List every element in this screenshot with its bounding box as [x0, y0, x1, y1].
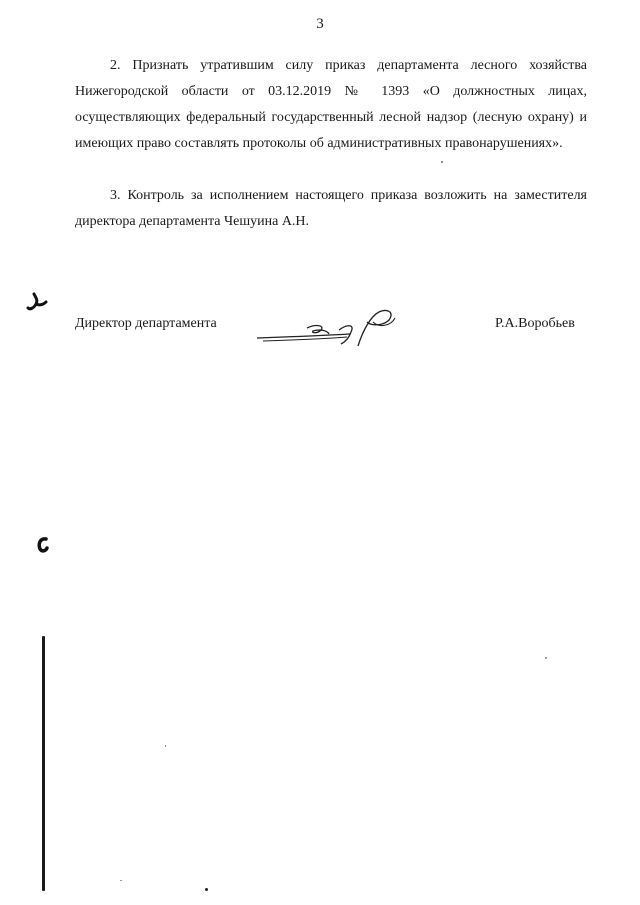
handwritten-signature	[255, 300, 405, 350]
paragraph-2	[75, 53, 587, 157]
scan-dot	[441, 161, 443, 163]
page-number: 3	[316, 16, 324, 32]
signatory-name: Р.А.Воробьев	[495, 316, 575, 331]
signatory-title: Директор департамента	[75, 316, 217, 331]
scan-mark-top	[26, 292, 48, 314]
scan-edge-line	[42, 636, 45, 891]
scan-mark-middle	[36, 536, 50, 554]
paragraph-2-text: 2. Признать утратившим силу приказ департамента лесного хозяйства Нижегородской области от 03.12.2019 № 1393 «О должностных лицах, осуществляющих федеральный государственный лесной надзор (лесную охрану) и имеющих право составлять протоколы об административных правонарушениях».	[75, 58, 587, 151]
scan-dot	[545, 657, 547, 659]
scan-dot	[165, 745, 166, 747]
scan-dot	[205, 888, 208, 891]
paragraph-3	[75, 183, 587, 235]
scan-dot	[120, 880, 122, 881]
paragraph-3-text: 3. Контроль за исполнением настоящего приказа возложить на заместителя директора департамента Чешуина А.Н.	[75, 188, 587, 229]
